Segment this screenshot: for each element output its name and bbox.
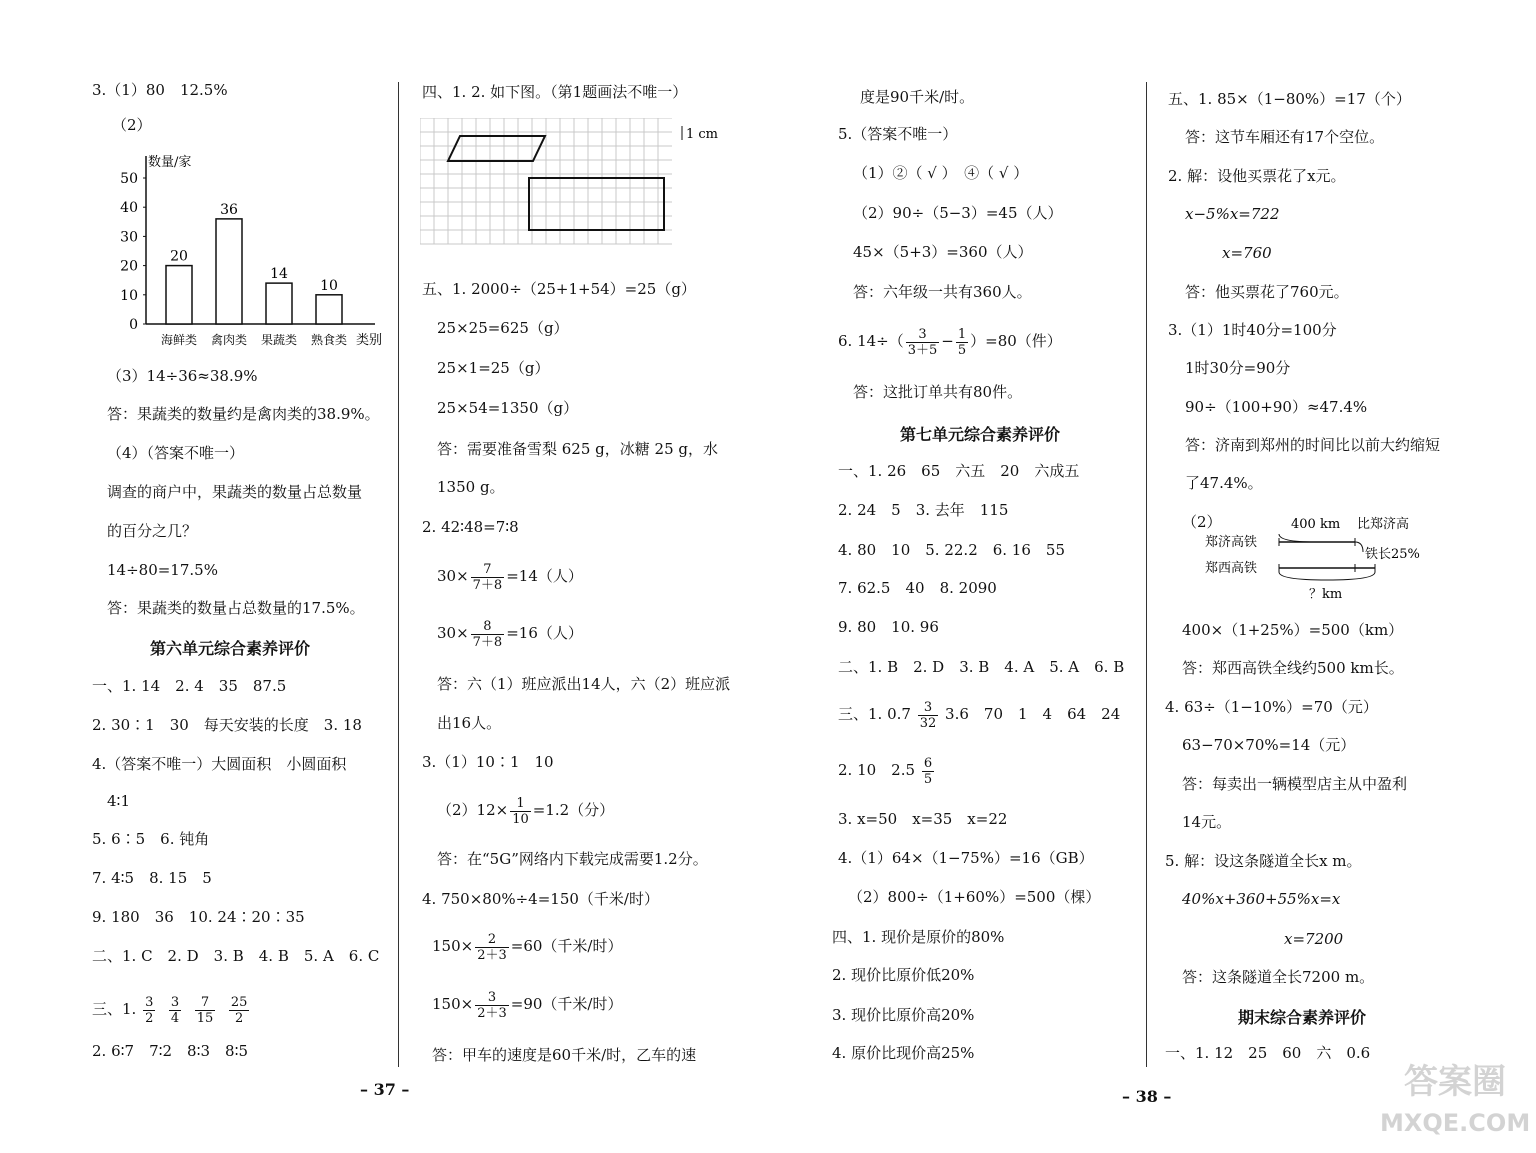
- answer-line: 四、1. 2. 如下图。（第1题画法不唯一）: [422, 83, 688, 101]
- answer-line: 3.（1）10∶1 10: [422, 753, 554, 771]
- answer-line-fractions: 三、1. $\frac{3}{2}$ $\frac{3}{4}$ $\frac{7}{15}$ $\frac{25}{2}$: [92, 994, 248, 1026]
- section-heading: 第七单元综合素养评价: [900, 425, 1061, 444]
- bar-value-label: 20: [170, 248, 188, 265]
- answer-line: 四、1. 现价是原价的80%: [832, 928, 1005, 946]
- answer-line: （2）: [112, 116, 152, 134]
- answer-line: 3.（1）1时40分=100分: [1168, 321, 1337, 339]
- fraction: $\frac{3}{2+3}$: [477, 989, 507, 1021]
- answer-line: 4. 80 10 5. 22.2 6. 16 55: [838, 541, 1065, 559]
- answer-line: 答：每卖出一辆模型店主从中盈利: [1182, 775, 1408, 793]
- answer-line: 答：果蔬类的数量占总数量的17.5%。: [107, 599, 365, 617]
- answer-line-fraction: 30× $\frac{7}{7+8}$ =14（人）: [437, 561, 583, 593]
- chart-ylabel: 数量/家: [148, 155, 192, 170]
- fraction: $\frac{3}{3+5}$: [907, 326, 938, 358]
- answer-line: 4. 750×80%÷4=150（千米/时）: [422, 890, 659, 908]
- answer-line: 25×25=625（g）: [437, 319, 569, 337]
- y-tick-label: 50: [120, 171, 138, 187]
- answer-line-fraction: 6. 14÷（ $\frac{3}{3+5}$ − $\frac{1}{5}$ ）=80（件）: [838, 326, 1062, 358]
- answer-line: 答：他买票花了760元。: [1185, 283, 1349, 301]
- answer-line: 一、1. 26 65 六五 20 六成五: [838, 462, 1080, 480]
- bar: [166, 266, 192, 324]
- bar-value-label: 10: [320, 277, 338, 294]
- answer-line: 40%x+360+55%x=x: [1182, 890, 1341, 908]
- svg-text:郑济高铁: 郑济高铁: [1205, 535, 1258, 550]
- svg-text:400 km: 400 km: [1291, 517, 1341, 532]
- x-category-label: 熟食类: [310, 333, 348, 347]
- answer-line-fraction: 150× $\frac{3}{2+3}$ =90（千米/时）: [432, 989, 623, 1021]
- fraction: $\frac{3}{2}$: [145, 994, 154, 1026]
- answer-line: 400×（1+25%）=500（km）: [1182, 621, 1404, 639]
- answer-line: 9. 180 36 10. 24∶20∶35: [92, 908, 305, 926]
- answer-line: 2. 现价比原价低20%: [832, 966, 975, 984]
- answer-line: 3. 现价比原价高20%: [832, 1006, 975, 1024]
- bar: [216, 219, 242, 324]
- answer-line: 答：这节车厢还有17个空位。: [1185, 128, 1385, 146]
- answer-line: 3. x=50 x=35 x=22: [838, 810, 1008, 828]
- scale-label: 1 cm: [686, 127, 719, 142]
- answer-line: 25×54=1350（g）: [437, 399, 579, 417]
- answer-line: 答：六年级一共有360人。: [853, 283, 1032, 301]
- answer-line: x−5%x=722: [1185, 205, 1280, 223]
- answer-line: 答：郑西高铁全线约500 km长。: [1182, 659, 1404, 677]
- answer-line: 4. 原价比现价高25%: [832, 1044, 975, 1062]
- answer-line: 答：这批订单共有80件。: [853, 383, 1023, 401]
- parallelogram-shape: [448, 136, 545, 161]
- answer-line: 答：这条隧道全长7200 m。: [1182, 968, 1375, 986]
- answer-line: x=7200: [1284, 930, 1344, 948]
- grid-drawing: [420, 118, 730, 258]
- y-tick-label: 0: [129, 317, 138, 333]
- answer-line: 答：需要准备雪梨 625 g，冰糖 25 g，水: [437, 440, 718, 458]
- answer-line: 14元。: [1182, 813, 1232, 831]
- page-number: – 37 –: [360, 1080, 410, 1099]
- watermark-logo: 答案圈 MXQE.COM: [1380, 1062, 1531, 1137]
- answer-line: 3.（1）80 12.5%: [92, 81, 228, 99]
- answer-line: 调查的商户中，果蔬类的数量占总数量: [107, 483, 363, 501]
- answer-line: （2）90÷（5−3）=45（人）: [853, 204, 1063, 222]
- column-divider: [1146, 82, 1147, 1067]
- answer-line: 63−70×70%=14（元）: [1182, 736, 1356, 754]
- fraction: $\frac{7}{7+8}$: [472, 561, 503, 593]
- answer-line: 五、1. 85×（1−80%）=17（个）: [1168, 90, 1411, 108]
- y-tick-label: 30: [120, 229, 138, 246]
- svg-text:比郑济高: 比郑济高: [1357, 517, 1410, 532]
- bar: [316, 295, 342, 324]
- answer-line: 5.（答案不唯一）: [838, 125, 958, 143]
- bar-value-label: 36: [220, 201, 238, 218]
- answer-line: （3）14÷36≈38.9%: [107, 367, 258, 385]
- answer-line: 二、1. B 2. D 3. B 4. A 5. A 6. B: [838, 658, 1125, 676]
- x-category-label: 海鲜类: [160, 333, 198, 347]
- fraction: $\frac{6}{5}$: [923, 755, 933, 787]
- svg-text:郑西高铁: 郑西高铁: [1205, 561, 1258, 576]
- answer-line: 度是90千米/时。: [860, 88, 975, 106]
- fraction: $\frac{2}{2+3}$: [477, 931, 507, 963]
- answer-line: 答：在“5G”网络内下载完成需要1.2分。: [437, 850, 708, 868]
- answer-line: 25×1=25（g）: [437, 359, 550, 377]
- answer-line: 4.（1）64×（1−75%）=16（GB）: [838, 849, 1094, 867]
- answer-line: 二、1. C 2. D 3. B 4. B 5. A 6. C: [92, 947, 380, 965]
- page-number: – 38 –: [1122, 1087, 1172, 1106]
- answer-line: 4.（答案不唯一）大圆面积 小圆面积: [92, 755, 347, 773]
- answer-line: 4∶1: [107, 792, 130, 810]
- answer-line-fraction: 三、1. 0.7 $\frac{3}{32}$ 3.6 70 1 4 64 24: [838, 699, 1121, 731]
- fraction: $\frac{3}{4}$: [170, 994, 180, 1026]
- answer-line: 5. 6∶5 6. 钝角: [92, 830, 210, 848]
- answer-line: 2. 42∶48=7∶8: [422, 518, 519, 536]
- answer-line-fraction: 2. 10 2.5 $\frac{6}{5}$: [838, 755, 933, 787]
- answer-line: （4）（答案不唯一）: [107, 444, 245, 462]
- fraction: $\frac{3}{32}$: [919, 699, 937, 731]
- answer-line: 2. 6∶7 7∶2 8∶3 8∶5: [92, 1042, 249, 1060]
- answer-line: 出16人。: [437, 714, 502, 732]
- bar-chart: [110, 148, 400, 353]
- answer-line: 5. 解：设这条隧道全长x m。: [1165, 852, 1362, 870]
- answer-line: 答：六（1）班应派出14人，六（2）班应派: [437, 675, 731, 693]
- y-tick-label: 20: [120, 258, 138, 275]
- answer-line: 一、1. 14 2. 4 35 87.5: [92, 677, 287, 695]
- answer-line: 五、1. 2000÷（25+1+54）=25（g）: [422, 280, 696, 298]
- answer-line: 4. 63÷（1−10%）=70（元）: [1165, 698, 1378, 716]
- chart-xlabel: 类别: [356, 333, 383, 348]
- answer-line: 7. 4∶5 8. 15 5: [92, 869, 212, 887]
- answer-line: 45×（5+3）=360（人）: [853, 243, 1033, 261]
- fraction: $\frac{25}{2}$: [230, 994, 248, 1026]
- answer-line-fraction: （2）12× $\frac{1}{10}$ =1.2（分）: [437, 795, 615, 827]
- answer-line: 一、1. 12 25 60 六 0.6: [1165, 1044, 1371, 1062]
- x-category-label: 果蔬类: [260, 333, 298, 347]
- answer-line-fraction: 30× $\frac{8}{7+8}$ =16（人）: [437, 618, 583, 650]
- answer-line: x=760: [1222, 244, 1272, 262]
- answer-line: 2. 30∶1 30 每天安装的长度 3. 18: [92, 716, 362, 734]
- x-category-label: 禽肉类: [210, 333, 248, 347]
- y-tick-label: 10: [120, 287, 138, 304]
- answer-line: 的百分之几？: [107, 522, 198, 540]
- fraction: $\frac{7}{15}$: [196, 994, 214, 1026]
- answer-line: 90÷（100+90）≈47.4%: [1185, 398, 1368, 416]
- bar-value-label: 14: [270, 266, 288, 283]
- answer-line: 2. 解：设他买票花了x元。: [1168, 167, 1346, 185]
- answer-line: （2）: [1182, 513, 1222, 531]
- answer-line: 1时30分=90分: [1185, 359, 1291, 377]
- section-heading: 第六单元综合素养评价: [150, 639, 311, 658]
- svg-text:铁长25%: 铁长25%: [1365, 547, 1420, 562]
- answer-line: 7. 62.5 40 8. 2090: [838, 579, 997, 597]
- section-heading: 期末综合素养评价: [1238, 1008, 1367, 1027]
- answer-line: 1350 g。: [437, 478, 505, 496]
- answer-line: 2. 24 5 3. 去年 115: [838, 501, 1009, 519]
- fraction: $\frac{1}{10}$: [512, 795, 529, 827]
- bar: [266, 283, 292, 324]
- answer-line: （2）800÷（1+60%）=500（棵）: [848, 888, 1101, 906]
- answer-line-fraction: 150× $\frac{2}{2+3}$ =60（千米/时）: [432, 931, 623, 963]
- answer-line: 14÷80=17.5%: [107, 561, 218, 579]
- fraction: $\frac{1}{5}$: [957, 326, 967, 358]
- answer-line: （1）②（ √ ） ④（ √ ）: [853, 164, 1029, 182]
- svg-text:？km: ？km: [1309, 587, 1343, 602]
- answer-line: 了47.4%。: [1185, 474, 1263, 492]
- fraction: $\frac{8}{7+8}$: [472, 618, 503, 650]
- column-divider: [398, 82, 399, 1067]
- line-segment-diagram: [1205, 512, 1455, 607]
- answer-line: 答：济南到郑州的时间比以前大约缩短: [1185, 436, 1441, 454]
- answer-line: 答：甲车的速度是60千米/时，乙车的速: [432, 1046, 697, 1064]
- answer-line: 9. 80 10. 96: [838, 618, 939, 636]
- y-tick-label: 40: [120, 200, 138, 217]
- answer-line: 答：果蔬类的数量约是禽肉类的38.9%。: [107, 405, 380, 423]
